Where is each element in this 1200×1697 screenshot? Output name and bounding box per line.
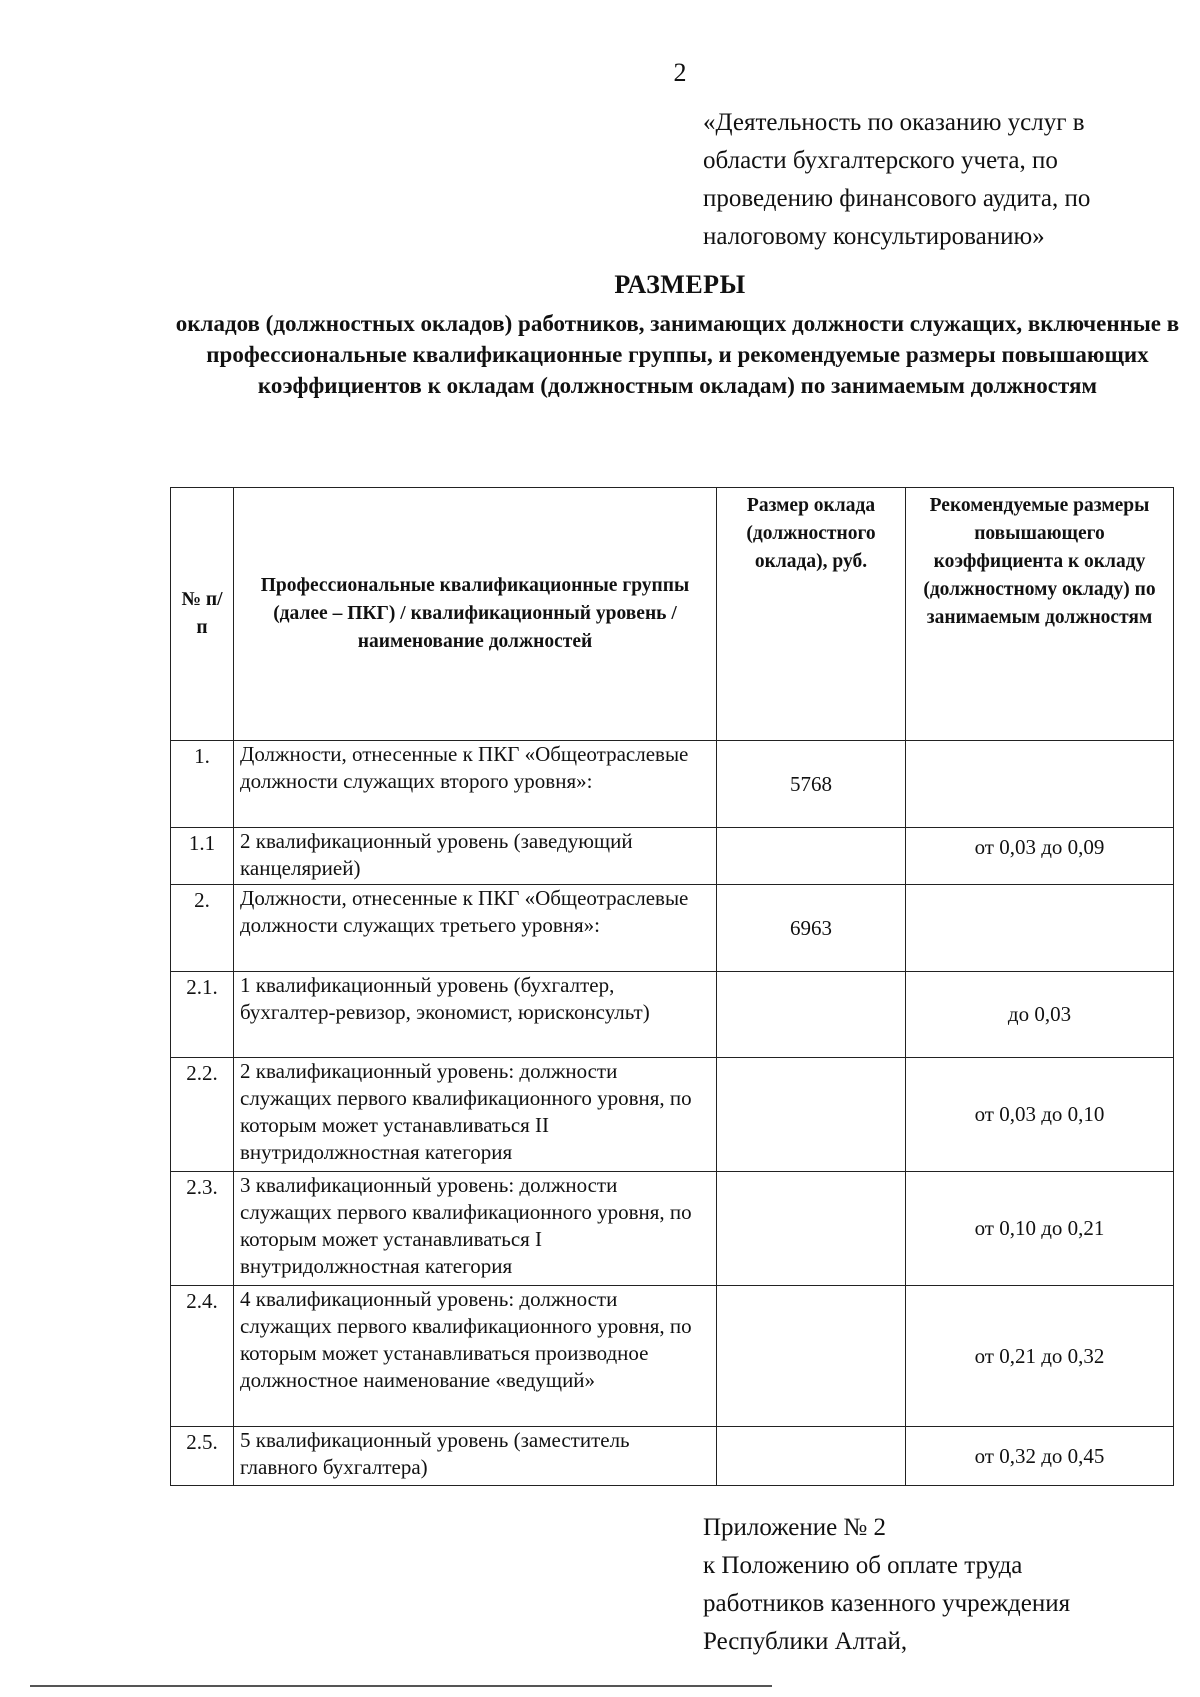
table-row [171,972,1174,1058]
row-name: Должности, отнесенные к ПКГ «Общеотраслевые должности служащих второго уровня»: [234,741,717,828]
table-row [171,1058,1174,1172]
row-number: 2.5. [171,1427,234,1486]
header-quote-line: проведению финансового аудита, по [703,185,1091,212]
row-coefficient: от 0,10 до 0,21 [906,1172,1174,1286]
header-quote-line: налоговому консультированию» [703,223,1045,250]
row-name: 2 квалификационный уровень (заведующий канцелярией) [234,828,717,885]
table-header-row [171,488,1174,741]
row-salary [717,1172,906,1286]
footer-divider [30,1685,772,1687]
row-coefficient [906,885,1174,972]
row-name: 3 квалификационный уровень: должности служащих первого квалификационного уровня, по которым может устанавливаться I внутридолжностная категория [234,1172,717,1286]
salary-table [170,487,1174,1486]
header-coefficient: Рекомендуемые размеры повышающего коэффициента к окладу (должностному окладу) по занимаемым должностям [906,488,1174,741]
row-coefficient: от 0,03 до 0,09 [906,828,1174,885]
header-groups: Профессиональные квалификационные группы (далее – ПКГ) / квалификационный уровень / наименование должностей [234,488,717,741]
row-number: 1.1 [171,828,234,885]
header-quote-line: «Деятельность по оказанию услуг в [703,109,1085,136]
row-number: 2.3. [171,1172,234,1286]
header-num: № п/п [171,488,234,741]
row-coefficient: от 0,21 до 0,32 [906,1286,1174,1427]
row-number: 2.4. [171,1286,234,1427]
row-name: 5 квалификационный уровень (заместитель главного бухгалтера) [234,1427,717,1486]
table-row [171,1286,1174,1427]
header-salary: Размер оклада (должностного оклада), руб. [717,488,906,741]
row-name: Должности, отнесенные к ПКГ «Общеотраслевые должности служащих третьего уровня»: [234,885,717,972]
row-salary [717,1058,906,1172]
page-number: 2 [673,58,687,87]
row-number: 2.2. [171,1058,234,1172]
appendix-line: к Положению об оплате труда [703,1552,1023,1579]
table-row [171,828,1174,885]
row-name: 4 квалификационный уровень: должности служащих первого квалификационного уровня, по которым может устанавливаться производное должностное наименование «ведущий» [234,1286,717,1427]
row-salary: 6963 [717,885,906,972]
appendix-note [703,1509,1173,1661]
appendix-line: работников казенного учреждения [703,1590,1071,1617]
row-coefficient: от 0,32 до 0,45 [906,1427,1174,1486]
row-salary [717,828,906,885]
row-name: 1 квалификационный уровень (бухгалтер, бухгалтер-ревизор, экономист, юрисконсульт) [234,972,717,1058]
appendix-line: Республики Алтай, [703,1628,908,1655]
row-number: 2.1. [171,972,234,1058]
row-number: 1. [171,741,234,828]
row-salary [717,1427,906,1486]
row-number: 2. [171,885,234,972]
row-coefficient [906,741,1174,828]
table-row [171,741,1174,828]
document-subtitle: окладов (должностных окладов) работников, занимающих должности служащих, включенные в профессиональные квалификационные группы, и рекомендуемые размеры повышающих коэффициентов к окладам (должностным окладам) по занимаемым должностям [175,311,1180,398]
document-title: РАЗМЕРЫ [614,270,746,299]
row-name: 2 квалификационный уровень: должности служащих первого квалификационного уровня, по которым может устанавливаться II внутридолжностная категория [234,1058,717,1172]
table-row [171,1172,1174,1286]
row-salary: 5768 [717,741,906,828]
row-salary [717,1286,906,1427]
table-row [171,1427,1174,1486]
table-row [171,885,1174,972]
header-quote [703,104,1173,256]
row-coefficient: от 0,03 до 0,10 [906,1058,1174,1172]
row-salary [717,972,906,1058]
header-quote-line: области бухгалтерского учета, по [703,147,1058,174]
appendix-line: Приложение № 2 [703,1514,887,1541]
row-coefficient: до 0,03 [906,972,1174,1058]
